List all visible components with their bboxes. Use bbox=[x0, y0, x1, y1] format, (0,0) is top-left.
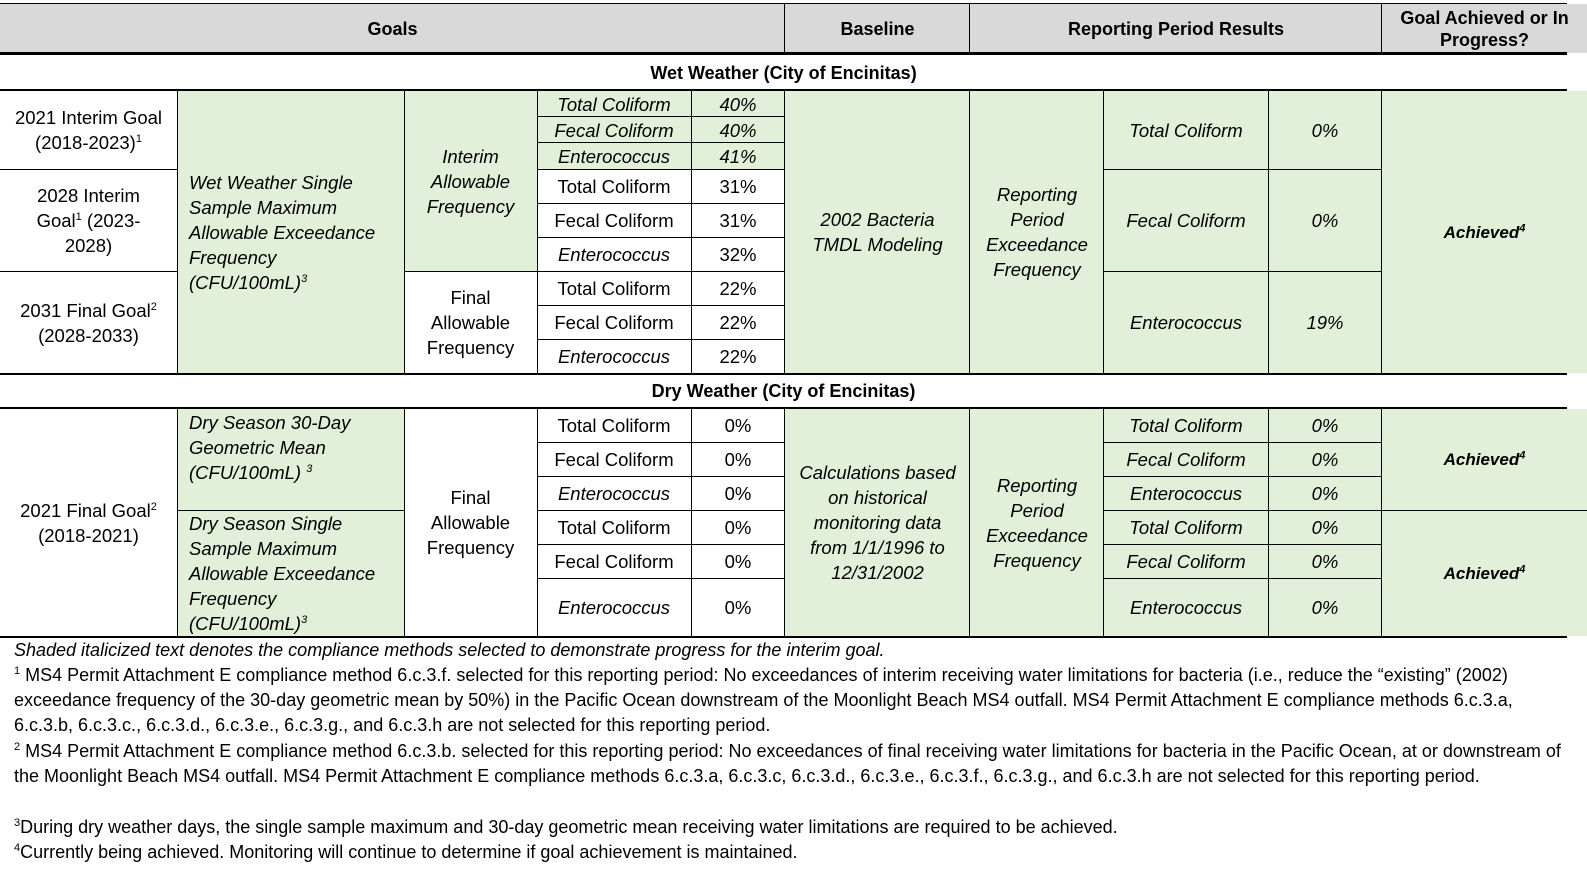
dry-goal-2021-final: 2021 Final Goal$^2$ (2018-2021) bbox=[20, 499, 157, 546]
header-results: Reporting Period Results bbox=[970, 4, 1382, 53]
wet-result-value: 0% bbox=[1268, 91, 1382, 169]
wet-value: 31% bbox=[719, 176, 757, 197]
rule bbox=[404, 271, 785, 272]
rule bbox=[537, 169, 785, 170]
rule bbox=[1381, 91, 1382, 373]
dry-result-pollutant: Enterococcus bbox=[1104, 477, 1268, 510]
rule bbox=[969, 409, 970, 636]
footnote-4: $^4$Currently being achieved. Monitoring will continue to determine if goal achievement is maintained. bbox=[14, 842, 798, 862]
rule bbox=[0, 271, 177, 272]
wet-interim-frequency: Interim Allowable Frequency bbox=[404, 91, 537, 271]
rule bbox=[537, 442, 785, 443]
wet-pollutant: Fecal Coliform bbox=[554, 210, 674, 231]
rule bbox=[691, 91, 692, 373]
rule bbox=[784, 91, 785, 373]
rule bbox=[177, 409, 178, 636]
rule bbox=[691, 409, 692, 636]
rule bbox=[537, 476, 785, 477]
dry-method-geomean: Dry Season 30-Day Geometric Mean (CFU/100mL) $^3$ bbox=[177, 409, 404, 510]
footnote-3: $^3$During dry weather days, the single sample maximum and 30-day geometric mean receiving water limitations are required to be achieved. bbox=[14, 817, 1118, 837]
dry-result-value: 0% bbox=[1268, 579, 1382, 636]
dry-result-value: 0% bbox=[1268, 409, 1382, 442]
wet-value: 32% bbox=[719, 244, 757, 265]
wet-achieved: Achieved$^4$ bbox=[1382, 91, 1587, 373]
dry-pollutant: Fecal Coliform bbox=[554, 551, 674, 572]
rule bbox=[784, 409, 785, 636]
wet-pollutant: Enterococcus bbox=[557, 346, 671, 367]
rule bbox=[177, 91, 178, 373]
wet-value: 22% bbox=[719, 346, 757, 367]
dry-value: 0% bbox=[724, 517, 752, 538]
wet-value: 40% bbox=[691, 91, 785, 117]
wet-result-value: 0% bbox=[1268, 170, 1382, 271]
dry-achieved-single-sample: Achieved$^4$ bbox=[1382, 511, 1587, 636]
wet-pollutant: Total Coliform bbox=[557, 278, 671, 299]
dry-result-pollutant: Fecal Coliform bbox=[1104, 545, 1268, 578]
dry-pollutant: Enterococcus bbox=[557, 597, 671, 618]
wet-goal-2028-interim: 2028 Interim Goal$^1$ (2023-2028) bbox=[36, 185, 141, 256]
wet-pollutant: Total Coliform bbox=[537, 91, 691, 117]
wet-value: 41% bbox=[691, 143, 785, 169]
rule bbox=[1103, 476, 1382, 477]
rule bbox=[537, 237, 785, 238]
rule bbox=[969, 3, 970, 53]
dry-achieved-geomean: Achieved$^4$ bbox=[1382, 409, 1587, 510]
dry-result-value: 0% bbox=[1268, 477, 1382, 510]
wet-value: 22% bbox=[719, 312, 757, 333]
rule bbox=[537, 544, 785, 545]
dry-result-pollutant: Fecal Coliform bbox=[1104, 443, 1268, 476]
shading-note: Shaded italicized text denotes the compliance methods selected to demonstrate progress for the interim goal. bbox=[14, 640, 885, 660]
wet-goal-2021-interim: 2021 Interim Goal (2018-2023)$^1$ bbox=[14, 107, 163, 153]
wet-pollutant: Enterococcus bbox=[557, 244, 671, 265]
wet-value: 22% bbox=[719, 278, 757, 299]
rule bbox=[537, 91, 538, 373]
rule bbox=[1103, 91, 1104, 373]
rule bbox=[1103, 510, 1587, 511]
wet-result-pollutant: Total Coliform bbox=[1104, 91, 1268, 169]
dry-value: 0% bbox=[724, 449, 752, 470]
header-baseline: Baseline bbox=[785, 4, 970, 53]
rule bbox=[1103, 409, 1104, 636]
rule bbox=[1103, 578, 1382, 579]
rule bbox=[1103, 169, 1382, 170]
wet-pollutant: Fecal Coliform bbox=[554, 312, 674, 333]
rule bbox=[537, 142, 785, 143]
wet-result-pollutant: Fecal Coliform bbox=[1104, 170, 1268, 271]
rule bbox=[537, 116, 785, 117]
dry-baseline: Calculations based on historical monitoring data from 1/1/1996 to 12/31/2002 bbox=[785, 409, 970, 636]
wet-final-frequency: Final Allowable Frequency bbox=[426, 287, 515, 358]
wet-goal-2031-final: 2031 Final Goal$^2$ (2028-2033) bbox=[20, 299, 157, 346]
wet-pollutant: Fecal Coliform bbox=[537, 117, 691, 143]
wet-pollutant: Enterococcus bbox=[537, 143, 691, 169]
dry-value: 0% bbox=[724, 597, 752, 618]
dry-result-label: Reporting Period Exceedance Frequency bbox=[970, 409, 1104, 636]
wet-value: 40% bbox=[691, 117, 785, 143]
rule bbox=[1268, 91, 1269, 373]
rule bbox=[1103, 442, 1382, 443]
wet-baseline: 2002 Bacteria TMDL Modeling bbox=[785, 91, 970, 373]
rule bbox=[1103, 544, 1382, 545]
dry-section-title: Dry Weather (City of Encinitas) bbox=[651, 381, 916, 401]
dry-value: 0% bbox=[724, 415, 752, 436]
dry-pollutant: Enterococcus bbox=[557, 483, 671, 504]
dry-pollutant: Total Coliform bbox=[557, 415, 671, 436]
rule bbox=[537, 203, 785, 204]
wet-section-title: Wet Weather (City of Encinitas) bbox=[650, 62, 917, 83]
dry-result-pollutant: Total Coliform bbox=[1104, 511, 1268, 544]
footnote-1: $^1$ MS4 Permit Attachment E compliance method 6.c.3.f. selected for this reporting period: No exceedances of interim receiving water limitations for bacteria (i.e., reduce the “existing” (2002) exceedance frequency of the 30-day geometric mean by 50%) in the Pacific Ocean downstream of the Moonlight Beach MS4 outfall. MS4 Permit Attachment E compliance methods 6.c.3.a, 6.c.3.b, 6.c.3.c., 6.c.3.d., 6.c.3.e., 6.c.3.g., and 6.c.3.h are not selected for this reporting period. bbox=[14, 665, 1513, 735]
wet-result-pollutant: Enterococcus bbox=[1104, 272, 1268, 373]
dry-value: 0% bbox=[724, 483, 752, 504]
dry-value: 0% bbox=[724, 551, 752, 572]
rule bbox=[404, 91, 405, 373]
rule bbox=[1381, 3, 1382, 53]
wet-value: 31% bbox=[719, 210, 757, 231]
rule bbox=[537, 339, 785, 340]
dry-result-value: 0% bbox=[1268, 443, 1382, 476]
wet-result-value: 19% bbox=[1268, 272, 1382, 373]
dry-pollutant: Total Coliform bbox=[557, 517, 671, 538]
dry-result-pollutant: Total Coliform bbox=[1104, 409, 1268, 442]
rule bbox=[177, 510, 404, 511]
rule bbox=[1103, 271, 1382, 272]
header-goals: Goals bbox=[0, 4, 785, 53]
wet-pollutant: Total Coliform bbox=[557, 176, 671, 197]
rule bbox=[537, 510, 785, 511]
footnote-2: $^2$ MS4 Permit Attachment E compliance method 6.c.3.b. selected for this reporting period: No exceedances of final receiving water limitations for bacteria in the Pacific Ocean, at or downstream of the Moonlight Beach MS4 outfall. MS4 Permit Attachment E compliance methods 6.c.3.a, 6.c.3.c, 6.c.3.d., 6.c.3.e., 6.c.3.f., 6.c.3.g., and 6.c.3.h are not selected for this reporting period. bbox=[14, 741, 1561, 786]
rule bbox=[537, 409, 538, 636]
dry-result-value: 0% bbox=[1268, 545, 1382, 578]
header-achieved: Goal Achieved or In Progress? bbox=[1382, 4, 1587, 53]
rule bbox=[1268, 409, 1269, 636]
dry-final-frequency: Final Allowable Frequency bbox=[426, 487, 515, 558]
dry-method-single-sample: Dry Season Single Sample Maximum Allowable Exceedance Frequency $(CFU/100mL)^3$ bbox=[177, 511, 404, 636]
wet-method: Wet Weather Single Sample Maximum Allowable Exceedance Frequency $(CFU/100mL)^3$ bbox=[177, 91, 404, 373]
wet-result-label: Reporting Period Exceedance Frequency bbox=[970, 91, 1104, 373]
rule bbox=[537, 578, 785, 579]
dry-pollutant: Fecal Coliform bbox=[554, 449, 674, 470]
rule bbox=[0, 169, 177, 170]
rule bbox=[537, 305, 785, 306]
dry-result-pollutant: Enterococcus bbox=[1104, 579, 1268, 636]
rule bbox=[0, 373, 1567, 375]
rule bbox=[404, 409, 405, 636]
dry-result-value: 0% bbox=[1268, 511, 1382, 544]
rule bbox=[1381, 409, 1382, 636]
rule bbox=[784, 3, 785, 53]
rule bbox=[969, 91, 970, 373]
